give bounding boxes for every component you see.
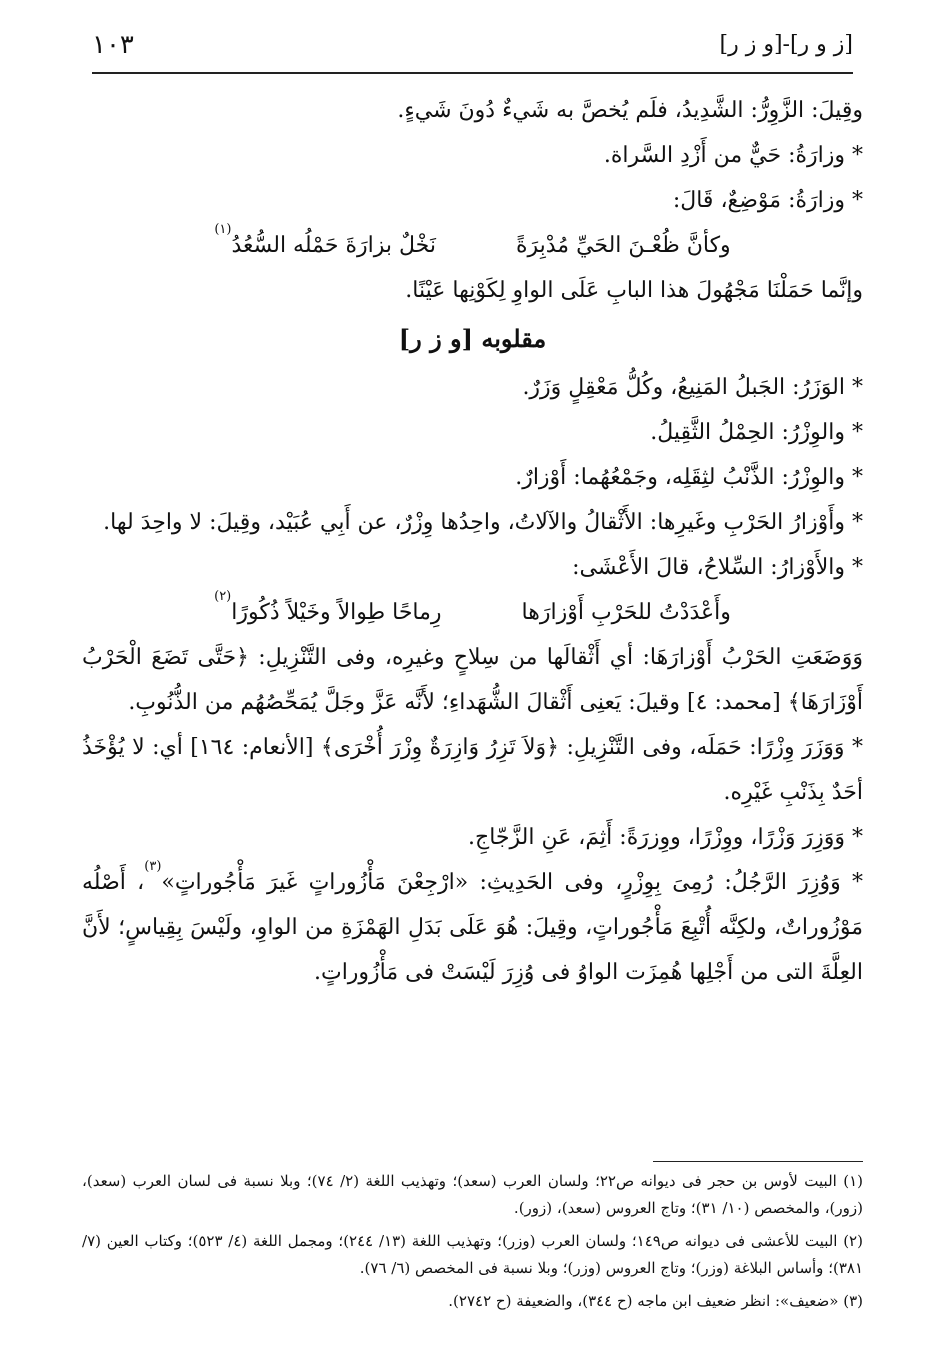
- entry-paragraph: * وأَوْزارُ الحَرْبِ وغَيرِها: الأَثْقالُ والآلاتُ، واحِدُها وِزْرٌ، عن أَبِي عُبَيْد، وقِيلَ: لا واحِدَ لها.: [82, 500, 863, 545]
- verse-line: [82, 590, 863, 635]
- footnote-ref: (١): [214, 222, 232, 237]
- footnote: (٢) البيت للأعشى فى ديوانه ص١٤٩؛ ولسان العرب (وزر)؛ وتهذيب اللغة (١٣/ ٢٤٤)؛ ومجمل اللغة (٤/ ٥٢٣)؛ وكتاب العين (٧/ ٣٨١)؛ وأساس البلاغة (وزر)؛ وتاج العروس (وزر)؛ وبلا نسبة فى المخصص (٦/ ٧٦).: [82, 1232, 863, 1277]
- text-line: وقِيلَ: الزَّوِرُّ: الشَّدِيدُ، فلَم يُخصَّ به شَيءٌ دُونَ شَيءٍ.: [397, 98, 863, 123]
- entry-line: * والوِزْرُ: الذَّنْبُ لثِقَلِه، وجَمْعُهُما: أَوْزارٌ.: [82, 455, 863, 500]
- footnote-divider: [653, 1161, 863, 1162]
- verse-hemistich-left: [214, 590, 441, 635]
- text-paragraph: وَوَضَعَتِ الحَرْبُ أَوْزارَهَا: أي أَثْقالَها من سِلاحٍ وغيرِه، وفى التَّنْزِيلِ: ﴿حَتَّى تَضَعَ الْحَرْبُ أَوْزَارَهَا﴾ [محمد: ٤] وقيلَ: يَعنِى أَثْقالَ الشُّهَداءِ؛ لأَنَّه عَزَّ وجَلَّ يُمَحِّصُهُم من الذُّنُوبِ.: [82, 645, 863, 715]
- entry-text: وَوُزِرَ الرَّجُلُ: رُمِىَ بِوِزْرٍ، وفى الحَدِيثِ: «ارْجِعْنَ مَأْزُوراتٍ غَيرَ مَأْجُوراتٍ»: [161, 870, 841, 895]
- verse-text: نَخْلٌ بزارَةَ حَمْلُه السُّعُدُ: [231, 233, 436, 258]
- verse-line: [82, 223, 863, 268]
- entry-paragraph: * وَوَزَرَ وِزْرًا: حَمَلَه، وفى التَّنْزِيلِ: ﴿وَلاَ تَزِرُ وَازِرَةٌ وِزْرَ أُخْرَى﴾ [الأنعام: ١٦٤] أي: لا يُؤْخَذُ أحَدٌ بِذَنْبِ غَيْرِه.: [82, 725, 863, 815]
- footnotes: [82, 1168, 863, 1321]
- footnote: (٣) «ضعيف»: انظر ضعيف ابن ماجه (ح ٣٤٤)، والضعيفة (ح ٢٧٤٢).: [448, 1292, 863, 1310]
- verse-hemistich-right: وكأنَّ ظُعْـنَ الحَيِّ مُدْبِرَةً: [515, 233, 731, 258]
- footnote-ref: (٣): [144, 859, 162, 874]
- entry-text: ، أَصْلُه مَوْزُوراتٌ، ولكِنَّه أُتْبِعَ مَأْجُوراتٍ، وقِيلَ: هُوَ عَلَى بَدَلِ الهَمْزَةِ من الواوِ، ولَيْسَ بِقِياسٍ؛ لأَنَّ العِلَّةَ التى من أَجْلِها هُمِزَت الواوُ فى وُزِرَ لَيْسَتْ فى مَأْزُوراتٍ.: [82, 870, 863, 985]
- page-number: ١٠٣: [92, 30, 134, 60]
- main-text: [82, 88, 863, 995]
- entry-paragraph: [82, 860, 863, 995]
- verse-hemistich-left: [214, 223, 436, 268]
- verse-hemistich-right: وأَعْدَدْتُ للحَرْبِ أَوْزارَها: [521, 600, 731, 625]
- entry-line: * وَوَزِرَ وَزْرًا، ووِزْرًا، ووِزرَةً: أَثِمَ، عَنِ الزَّجّاجِ.: [82, 815, 863, 860]
- footnote: (١) البيت لأوس بن حجر فى ديوانه ص٢٢؛ ولسان العرب (سعد)؛ وتهذيب اللغة (٢/ ٧٤)؛ وبلا نسبة فى لسان العرب (سعد)، (زور)، والمخصص (١٠/ ٣١)؛ وتاج العروس (سعد)، (زور).: [82, 1172, 864, 1217]
- verse-text: رِماحًا طِوالاً وخَيْلاً ذُكُورًا: [231, 600, 442, 625]
- header-divider: [92, 72, 853, 74]
- root-header: [ز و ر]-[و ز ر]: [719, 32, 853, 57]
- footnote-ref: (٢): [214, 589, 232, 604]
- page-header: [92, 30, 853, 70]
- section-heading: مقلوبه [و ز ر]: [398, 324, 547, 353]
- entry-line: * الوَزَرُ: الجَبلُ المَنِيعُ، وكُلُّ مَعْقِلٍ وَزَرٌ.: [82, 365, 863, 410]
- text-line: وإنَّما حَمَلْنَا مَجْهُولَ هذا البابِ عَلَى الواوِ لِكَوْنِها عَيْنًا.: [405, 278, 863, 303]
- entry-line: * والأَوْزارُ: السِّلاحُ، قالَ الأَعْشَى:: [82, 545, 863, 590]
- entry-line: * والوِزْرُ: الحِمْلُ الثَّقِيلُ.: [82, 410, 863, 455]
- entry-line: * وزارَةُ: حَيٌّ من أَزْدِ السَّراة.: [82, 133, 863, 178]
- entry-line: * وزارَةُ: مَوْضِعٌ، قَالَ:: [82, 178, 863, 223]
